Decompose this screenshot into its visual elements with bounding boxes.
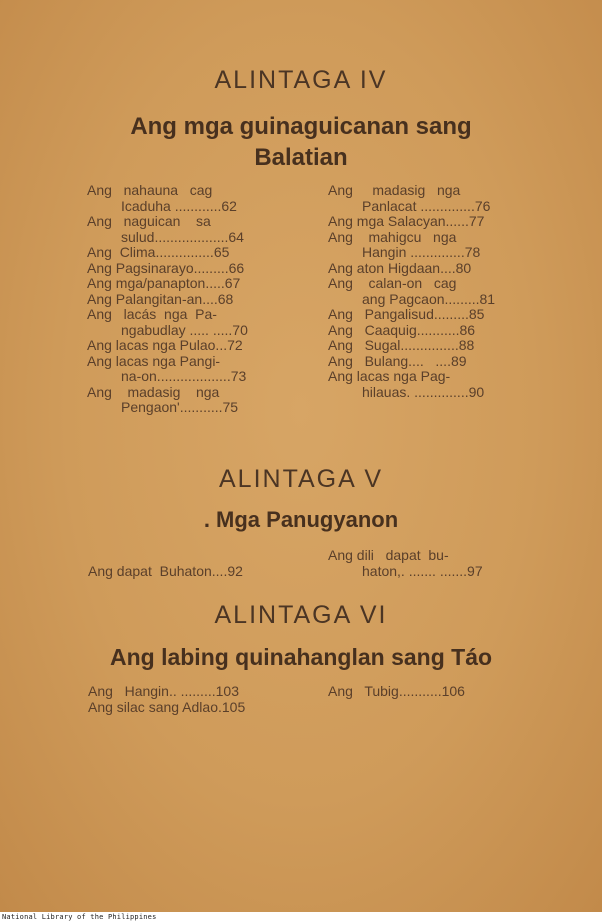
toc-entry-line: Ang Palangitan-an....68	[87, 290, 234, 307]
toc-entry-line: Ang silac sang Adlao.105	[88, 698, 246, 715]
toc-entry-line: na-on...................73	[121, 368, 247, 384]
toc-entry-line: Ang mga/panapton.....67	[87, 275, 241, 291]
toc-entry-line: Icaduha ............62	[121, 197, 237, 214]
section-subheading-v: . Mga Panugyanon	[203, 507, 399, 532]
section-heading-v: ALINTAGA V	[218, 465, 384, 493]
footer-bar	[0, 912, 602, 923]
toc-column-left-iv	[87, 183, 312, 416]
toc-entry-line: Ang madasig nga	[328, 182, 461, 198]
toc-entry-line: Ang aton Higdaan....80	[328, 259, 472, 276]
section-subheading-iv-line1: Ang mga guinaguicanan sang	[130, 113, 472, 140]
toc-entry-line: Ang Caaquig...........86	[328, 321, 476, 338]
section-heading-vi: ALINTAGA VI	[214, 601, 388, 629]
toc-entry-line: Ang madasig nga	[87, 383, 220, 400]
toc-entry-line: Ang nahauna cag	[87, 182, 213, 198]
toc-entry-line: Ang calan-on cag	[328, 275, 457, 291]
section-subheading-iv-line2: Balatian	[254, 144, 348, 171]
toc-entry-line: Panlacat ..............76	[362, 197, 491, 214]
toc-entry-line: Ang Bulang.... ....89	[328, 352, 467, 369]
toc-entry-line: Ang Tubig...........106	[328, 683, 465, 699]
toc-column-right-v	[328, 548, 553, 579]
toc-entry-line: Ang lacas nga Pag-	[328, 368, 451, 384]
toc-entry-line: Ang Clima...............65	[87, 244, 230, 260]
toc-column-left-v	[88, 564, 318, 580]
toc-entry-line: Pengaon'...........75	[121, 399, 239, 415]
toc-entry-line: ngabudlay ..... .....70	[121, 321, 248, 338]
toc-entry-line: ang Pagcaon.........81	[362, 290, 496, 307]
toc-entry-line: haton,. ....... .......97	[362, 562, 483, 579]
toc-entry-line: sulud...................64	[121, 228, 244, 245]
toc-entry-line: Ang Hangin.. .........103	[88, 683, 239, 699]
toc-entry-line: Ang lacas nga Pangi-	[87, 352, 221, 369]
toc-entry-line: hilauas. ..............90	[362, 383, 485, 400]
toc-entry-line: Ang dili dapat bu-	[328, 547, 449, 563]
toc-entry-line: Ang dapat Buhaton....92	[88, 563, 243, 579]
toc-entry-line: Ang lacás nga Pa-	[87, 306, 217, 322]
toc-column-left-vi	[88, 684, 318, 715]
toc-entry-line: Ang mga Salacyan......77	[328, 213, 485, 229]
toc-entry-line: Ang lacas nga Pulao...72	[87, 337, 243, 353]
toc-entry-line: Hangin ..............78	[362, 244, 481, 260]
section-heading-iv: ALINTAGA IV	[214, 66, 388, 94]
toc-entry-line: Ang Sugal...............88	[328, 337, 475, 353]
toc-entry-line: Ang Pagsinarayo.........66	[87, 259, 245, 276]
toc-entry-line: Ang mahigcu nga	[328, 228, 457, 245]
toc-column-right-iv	[328, 183, 553, 400]
toc-entry-line: Ang naguican sa	[87, 213, 211, 229]
footer-credit: National Library of the Philippines	[2, 913, 157, 921]
toc-entry-line: Ang Pangalisud.........85	[328, 306, 485, 322]
toc-column-right-vi	[328, 684, 553, 700]
section-subheading-vi: Ang labing quinahanglan sang Táo	[109, 644, 493, 670]
